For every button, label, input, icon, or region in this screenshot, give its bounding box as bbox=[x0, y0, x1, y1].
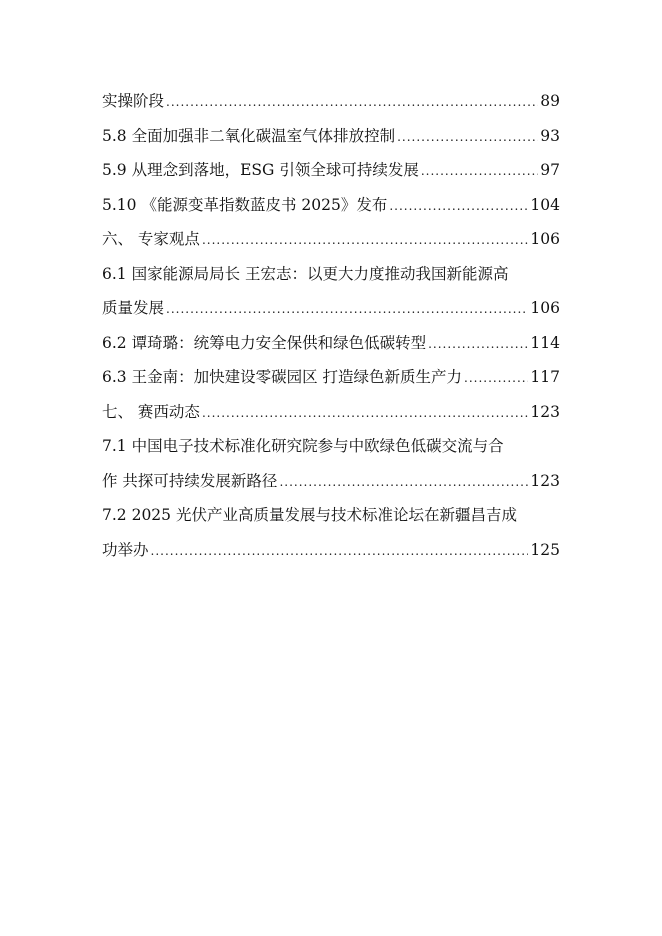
toc-entry-title: 6.3 王金南：加快建设零碳园区 打造绿色新质生产力 bbox=[102, 368, 463, 386]
dot-leader bbox=[464, 361, 528, 396]
table-of-contents bbox=[102, 84, 560, 567]
toc-page-number: 106 bbox=[530, 299, 560, 317]
dot-leader bbox=[421, 154, 538, 189]
toc-entry-title: 6.1 国家能源局局长 王宏志：以更大力度推动我国新能源高 bbox=[102, 264, 509, 283]
toc-page-number: 89 bbox=[540, 92, 560, 110]
toc-section-title: 七、 赛西动态 bbox=[102, 402, 200, 421]
dot-leader bbox=[166, 292, 528, 327]
toc-page-number: 123 bbox=[530, 471, 560, 490]
toc-line bbox=[102, 533, 560, 568]
toc-line bbox=[102, 498, 560, 533]
toc-page-number: 106 bbox=[530, 230, 560, 248]
toc-line bbox=[102, 188, 560, 223]
toc-page-number: 125 bbox=[530, 540, 560, 559]
toc-entry[interactable] bbox=[102, 153, 560, 188]
toc-line bbox=[102, 395, 560, 430]
toc-entry[interactable] bbox=[102, 119, 560, 154]
toc-entry[interactable] bbox=[102, 360, 560, 395]
toc-section-title: 六、 专家观点 bbox=[102, 230, 200, 248]
toc-line bbox=[102, 119, 560, 154]
dot-leader bbox=[428, 327, 528, 362]
toc-page-number: 114 bbox=[530, 333, 560, 352]
toc-entry-title: 5.8 全面加强非二氧化碳温室气体排放控制 bbox=[102, 126, 396, 145]
toc-entry[interactable] bbox=[102, 257, 560, 326]
toc-line bbox=[102, 222, 560, 257]
toc-page-number: 104 bbox=[530, 195, 560, 214]
dot-leader bbox=[389, 189, 528, 224]
toc-line bbox=[102, 326, 560, 361]
toc-entry[interactable] bbox=[102, 84, 560, 119]
toc-entry[interactable] bbox=[102, 326, 560, 361]
dot-leader bbox=[397, 120, 538, 155]
toc-entry-title-continued: 质量发展 bbox=[102, 299, 165, 317]
toc-page-number: 123 bbox=[530, 402, 560, 421]
toc-entry[interactable] bbox=[102, 395, 560, 430]
dot-leader bbox=[202, 223, 528, 258]
toc-line bbox=[102, 464, 560, 499]
toc-entry-title: 6.2 谭琦璐：统筹电力安全保供和绿色低碳转型 bbox=[102, 333, 427, 352]
toc-entry-title: 实操阶段 bbox=[102, 92, 165, 110]
toc-line bbox=[102, 429, 560, 464]
dot-leader bbox=[166, 85, 538, 120]
toc-line bbox=[102, 360, 560, 395]
toc-entry-title-continued: 作 共探可持续发展新路径 bbox=[102, 471, 278, 490]
dot-leader bbox=[202, 396, 528, 431]
toc-page-number: 93 bbox=[540, 126, 560, 145]
toc-entry[interactable] bbox=[102, 498, 560, 567]
toc-page-number: 97 bbox=[540, 161, 560, 179]
toc-entry[interactable] bbox=[102, 188, 560, 223]
toc-page-number: 117 bbox=[530, 368, 560, 386]
toc-line bbox=[102, 84, 560, 119]
toc-entry-title: 7.1 中国电子技术标准化研究院参与中欧绿色低碳交流与合 bbox=[102, 437, 504, 455]
dot-leader bbox=[151, 534, 529, 569]
dot-leader bbox=[279, 465, 528, 500]
toc-entry-title-continued: 功举办 bbox=[102, 540, 149, 559]
toc-line bbox=[102, 291, 560, 326]
toc-entry-title: 5.10 《能源变革指数蓝皮书 2025》发布 bbox=[102, 195, 388, 214]
toc-entry[interactable] bbox=[102, 429, 560, 498]
toc-line bbox=[102, 257, 560, 292]
toc-line bbox=[102, 153, 560, 188]
toc-entry[interactable] bbox=[102, 222, 560, 257]
toc-entry-title: 7.2 2025 光伏产业高质量发展与技术标准论坛在新疆昌吉成 bbox=[102, 506, 517, 524]
toc-entry-title: 5.9 从理念到落地，ESG 引领全球可持续发展 bbox=[102, 161, 419, 179]
